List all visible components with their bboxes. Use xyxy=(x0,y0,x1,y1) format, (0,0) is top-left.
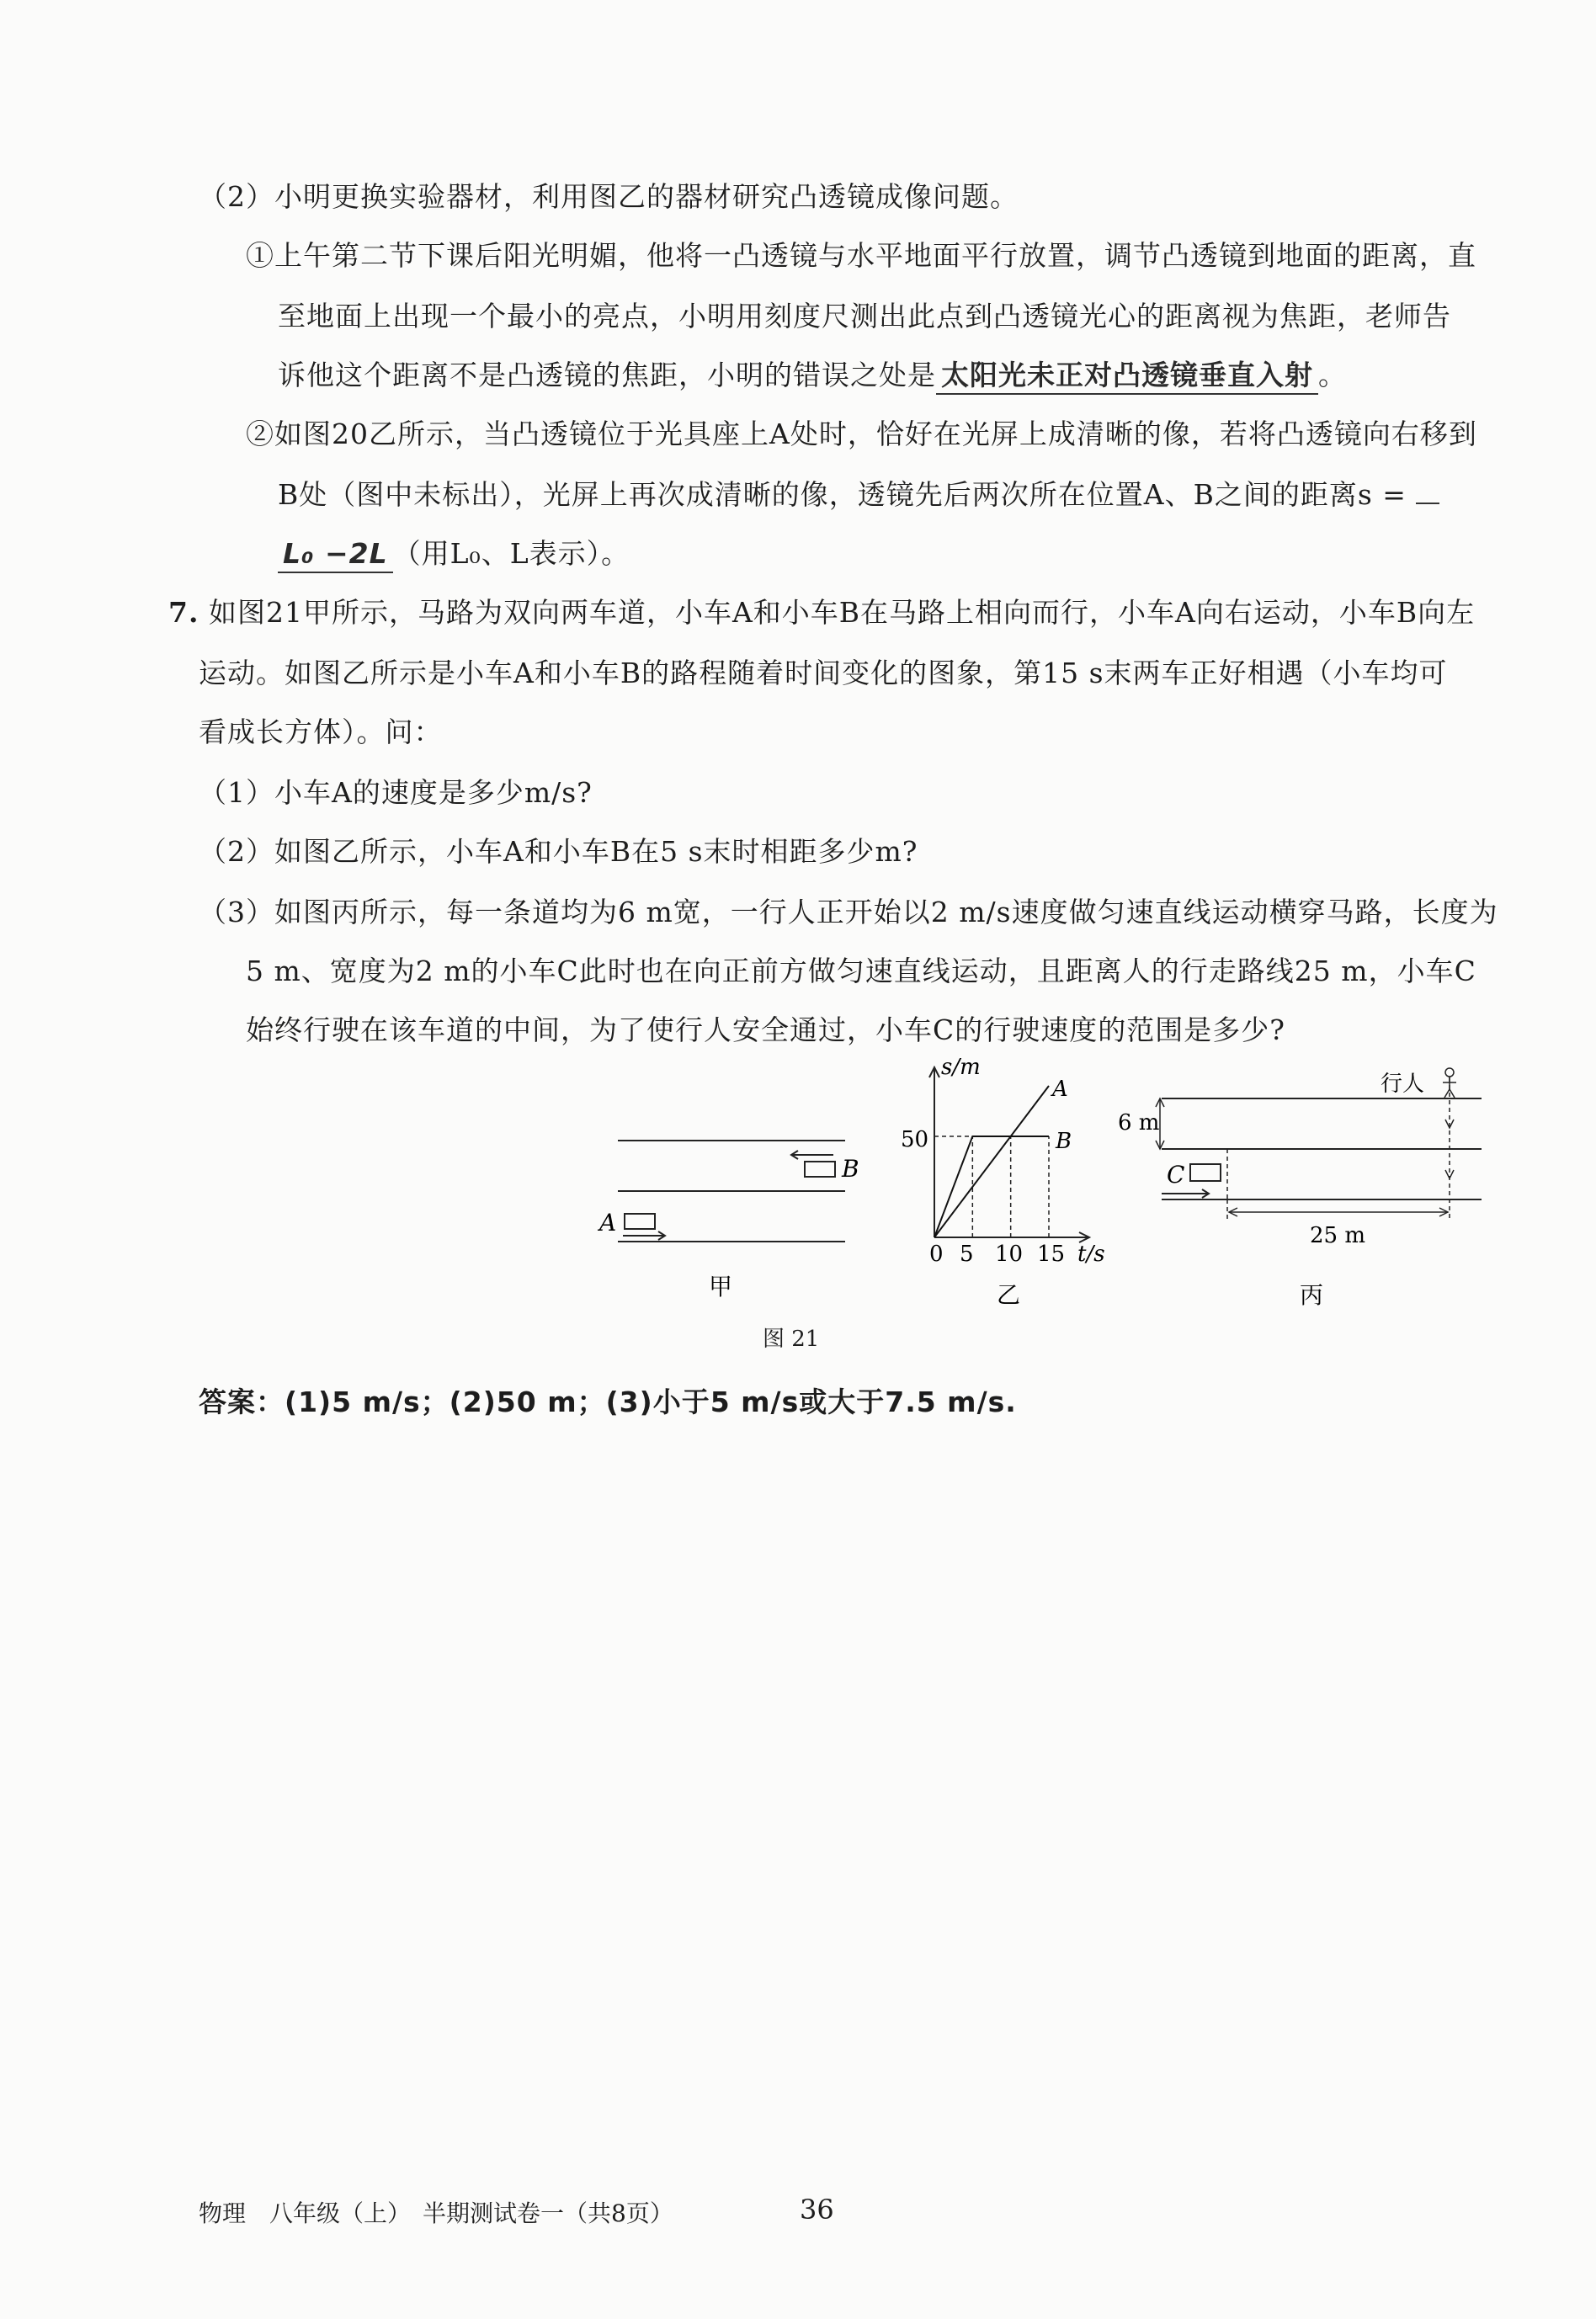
q7-number: 7. xyxy=(168,596,200,629)
q6-part2-1-line2: 至地面上出现一个最小的亮点，小明用刻度尺测出此点到凸透镜光心的距离视为焦距，老师告 xyxy=(278,300,1451,332)
footer-left: 物理 八年级（上） 半期测试卷一（共8页） xyxy=(199,2199,673,2227)
figure-bing xyxy=(1118,1052,1498,1313)
width-label: 6 m xyxy=(1118,1110,1160,1136)
q6-part2-2-line3 xyxy=(278,532,630,572)
pedestrian-label: 行人 xyxy=(1381,1072,1425,1097)
crossing-diagram-bing xyxy=(1118,1052,1498,1313)
figure-title: 图 21 xyxy=(763,1327,820,1352)
q6-part2-2-text: B处（图中未标出），光屏上再次成清晰的像，透镜先后两次所在位置A、B之间的距离s = xyxy=(278,478,1407,511)
answer-blank-continuation xyxy=(1416,503,1439,504)
q6-part2-1-line3 xyxy=(278,354,1347,393)
car-c xyxy=(1190,1164,1221,1181)
series-label-b: B xyxy=(1056,1129,1072,1154)
answer-text: 答案：(1)5 m/s；(2)50 m；(3)小于5 m/s或大于7.5 m/s. xyxy=(199,1386,1017,1418)
q7-sub1: （1）小车A的速度是多少m/s? xyxy=(199,776,593,809)
q7-text-1: 如图21甲所示，马路为双向两车道，小车A和小车B在马路上相向而行，小车A向右运动，小车B向左 xyxy=(208,596,1476,629)
q7-line3: 看成长方体）。问： xyxy=(199,715,443,748)
caption-yi: 乙 xyxy=(997,1281,1021,1309)
q6-part2-1-text: 诉他这个距离不是凸透镜的焦距，小明的错误之处是 xyxy=(278,359,936,391)
q7-sub2: （2）如图乙所示，小车A和小车B在5 s末时相距多少m? xyxy=(199,835,918,868)
x-tick-5: 5 xyxy=(960,1242,974,1267)
label-b: B xyxy=(842,1155,859,1183)
figure-jia xyxy=(589,1128,875,1313)
road-diagram-jia xyxy=(589,1128,875,1313)
label-a: A xyxy=(599,1209,617,1237)
q6-part2-2-line1: ②如图20乙所示，当凸透镜位于光具座上A处时，恰好在光屏上成清晰的像，若将凸透镜向右移到 xyxy=(246,418,1477,450)
q6-part2-2-end: （用L₀、L表示）。 xyxy=(392,537,630,570)
series-label-a: A xyxy=(1052,1077,1068,1102)
y-tick-label: 50 xyxy=(901,1127,929,1152)
q6-part2-2-line2 xyxy=(278,473,1439,513)
car-c-label: C xyxy=(1167,1161,1185,1189)
q6-part2-2-answer: L₀ −2L xyxy=(278,537,393,573)
caption-jia: 甲 xyxy=(709,1273,733,1300)
q7-sub3-line2: 5 m、宽度为2 m的小车C此时也在向正前方做匀速直线运动，且距离人的行走路线25 m，小车C xyxy=(246,955,1476,987)
series-line-b xyxy=(934,1136,1049,1237)
q7-line2: 运动。如图乙所示是小车A和小车B的路程随着时间变化的图象，第15 s末两车正好相遇（小车均可 xyxy=(199,657,1448,689)
car-a xyxy=(625,1214,655,1229)
x-tick-15: 15 xyxy=(1037,1242,1066,1267)
q7-line1 xyxy=(168,591,1475,630)
x-tick-10: 10 xyxy=(995,1242,1024,1267)
x-axis-label: t/s xyxy=(1077,1242,1105,1267)
car-b xyxy=(805,1162,835,1177)
distance-label: 25 m xyxy=(1310,1223,1366,1248)
q7-sub3-line3: 始终行驶在该车道的中间，为了使行人安全通过，小车C的行驶速度的范围是多少? xyxy=(246,1013,1285,1046)
q6-part2-intro: （2）小明更换实验器材，利用图乙的器材研究凸透镜成像问题。 xyxy=(199,180,1019,213)
y-axis-label: s/m xyxy=(941,1055,981,1080)
x-tick-0: 0 xyxy=(929,1242,944,1267)
q6-part2-1-answer: 太阳光未正对凸透镜垂直入射 xyxy=(936,359,1318,395)
series-line-a xyxy=(934,1086,1049,1237)
q6-part2-1-line1: ①上午第二节下课后阳光明媚，他将一凸透镜与水平地面平行放置，调节凸透镜到地面的距离，直 xyxy=(246,239,1476,272)
figure-yi xyxy=(901,1052,1120,1313)
st-chart xyxy=(901,1052,1120,1313)
q7-sub3-line1: （3）如图丙所示，每一条道均为6 m宽，一行人正开始以2 m/s速度做匀速直线运动横穿马路，长度为 xyxy=(199,896,1498,928)
page-number: 36 xyxy=(800,2194,834,2226)
q6-part2-1-end: 。 xyxy=(1318,359,1347,391)
caption-bing: 丙 xyxy=(1300,1281,1324,1309)
